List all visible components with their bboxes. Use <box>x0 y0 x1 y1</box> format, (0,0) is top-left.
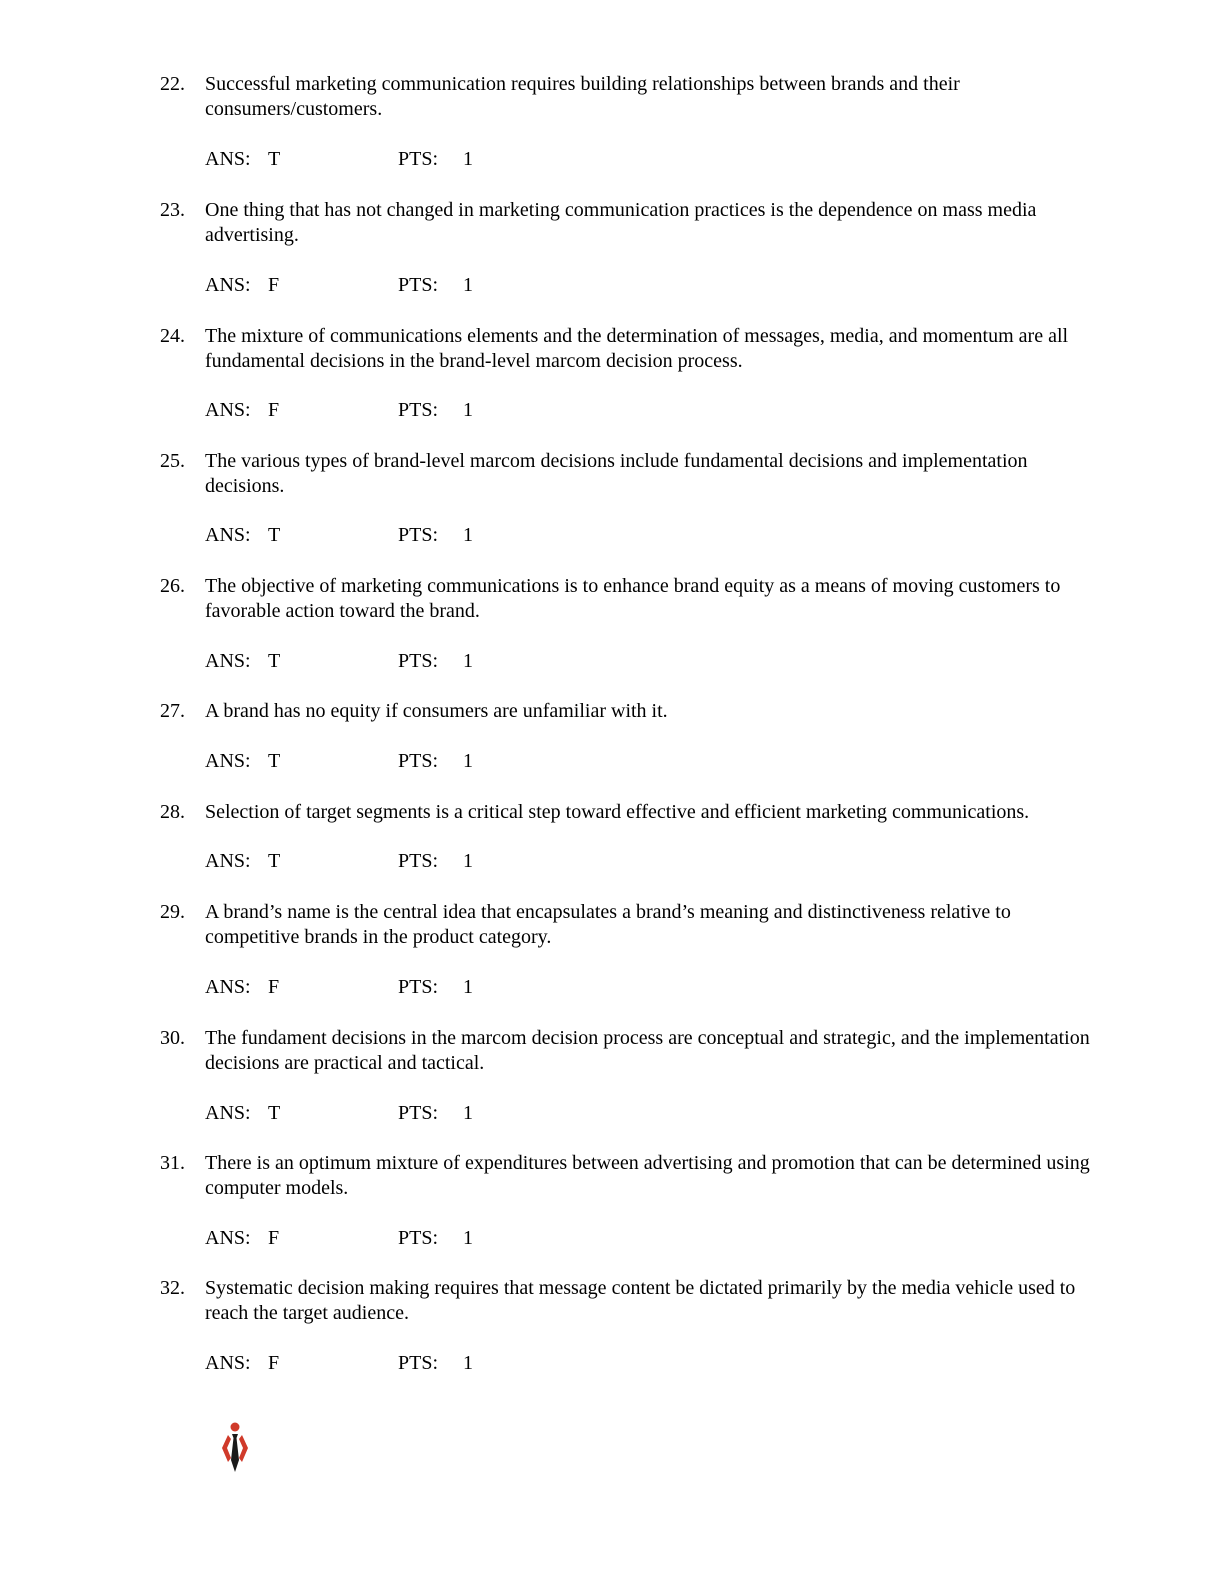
question-text: A brand’s name is the central idea that encapsulates a brand’s meaning and distinctiveness relative to competitive brands in the product category. <box>205 901 1011 948</box>
answer-row <box>205 1101 605 1126</box>
answer-value: T <box>268 850 281 872</box>
answer-value: F <box>268 1227 280 1249</box>
question-number: 32. <box>160 1277 185 1299</box>
ans-label: ANS: <box>205 1352 251 1374</box>
ans-label: ANS: <box>205 148 251 170</box>
pts-label: PTS: <box>398 399 439 421</box>
question-number: 26. <box>160 575 185 597</box>
question-text: The various types of brand-level marcom decisions include fundamental decisions and implementation decisions. <box>205 450 1028 497</box>
points-value: 1 <box>463 274 473 296</box>
ans-label: ANS: <box>205 399 251 421</box>
question-text: A brand has no equity if consumers are unfamiliar with it. <box>205 700 668 722</box>
ans-label: ANS: <box>205 274 251 296</box>
pts-label: PTS: <box>398 524 439 546</box>
question-text: The objective of marketing communications is to enhance brand equity as a means of moving customers to favorable action toward the brand. <box>205 575 1061 622</box>
answer-row <box>205 849 605 874</box>
question-text: There is an optimum mixture of expenditures between advertising and promotion that can be determined using computer models. <box>205 1152 1090 1199</box>
question-text: Systematic decision making requires that message content be dictated primarily by the media vehicle used to reach the target audience. <box>205 1277 1076 1324</box>
question-number: 31. <box>160 1152 185 1174</box>
question-number: 25. <box>160 450 185 472</box>
points-value: 1 <box>463 1227 473 1249</box>
ans-label: ANS: <box>205 976 251 998</box>
answer-value: F <box>268 399 280 421</box>
points-value: 1 <box>463 148 473 170</box>
answer-value: T <box>268 1102 281 1124</box>
answer-row <box>205 398 605 423</box>
pts-label: PTS: <box>398 1102 439 1124</box>
answer-row <box>205 1226 605 1251</box>
answer-value: T <box>268 524 281 546</box>
points-value: 1 <box>463 524 473 546</box>
question-text: The mixture of communications elements and the determination of messages, media, and momentum are all fundamental decisions in the brand-level marcom decision process. <box>205 325 1069 372</box>
answer-value: T <box>268 148 281 170</box>
points-value: 1 <box>463 650 473 672</box>
pts-label: PTS: <box>398 274 439 296</box>
pts-label: PTS: <box>398 650 439 672</box>
pts-label: PTS: <box>398 850 439 872</box>
ans-label: ANS: <box>205 850 251 872</box>
question-number: 29. <box>160 901 185 923</box>
question-number: 23. <box>160 199 185 221</box>
points-value: 1 <box>463 1102 473 1124</box>
question-number: 30. <box>160 1027 185 1049</box>
answer-row <box>205 749 605 774</box>
ans-label: ANS: <box>205 650 251 672</box>
ans-label: ANS: <box>205 524 251 546</box>
answer-value: T <box>268 650 281 672</box>
points-value: 1 <box>463 1352 473 1374</box>
answer-row <box>205 523 605 548</box>
answer-value: F <box>268 274 280 296</box>
question-number: 22. <box>160 73 185 95</box>
ans-label: ANS: <box>205 750 251 772</box>
pts-label: PTS: <box>398 976 439 998</box>
answer-row <box>205 649 605 674</box>
person-tie-logo-icon <box>218 1422 252 1474</box>
question-number: 28. <box>160 801 185 823</box>
points-value: 1 <box>463 399 473 421</box>
ans-label: ANS: <box>205 1227 251 1249</box>
question-number: 27. <box>160 700 185 722</box>
points-value: 1 <box>463 976 473 998</box>
pts-label: PTS: <box>398 750 439 772</box>
question-text: One thing that has not changed in marketing communication practices is the dependence on mass media advertising. <box>205 199 1037 246</box>
question-number: 24. <box>160 325 185 347</box>
points-value: 1 <box>463 850 473 872</box>
question-text: Selection of target segments is a critical step toward effective and efficient marketing communications. <box>205 801 1030 823</box>
answer-value: F <box>268 1352 280 1374</box>
answer-row <box>205 147 605 172</box>
points-value: 1 <box>463 750 473 772</box>
answer-row <box>205 273 605 298</box>
question-text: The fundament decisions in the marcom decision process are conceptual and strategic, and the implementation decisions are practical and tactical. <box>205 1027 1090 1074</box>
pts-label: PTS: <box>398 148 439 170</box>
answer-row <box>205 1351 605 1376</box>
ans-label: ANS: <box>205 1102 251 1124</box>
pts-label: PTS: <box>398 1352 439 1374</box>
answer-value: F <box>268 976 280 998</box>
question-text: Successful marketing communication requires building relationships between brands and their consumers/customers. <box>205 73 960 120</box>
pts-label: PTS: <box>398 1227 439 1249</box>
answer-row <box>205 975 605 1000</box>
answer-value: T <box>268 750 281 772</box>
